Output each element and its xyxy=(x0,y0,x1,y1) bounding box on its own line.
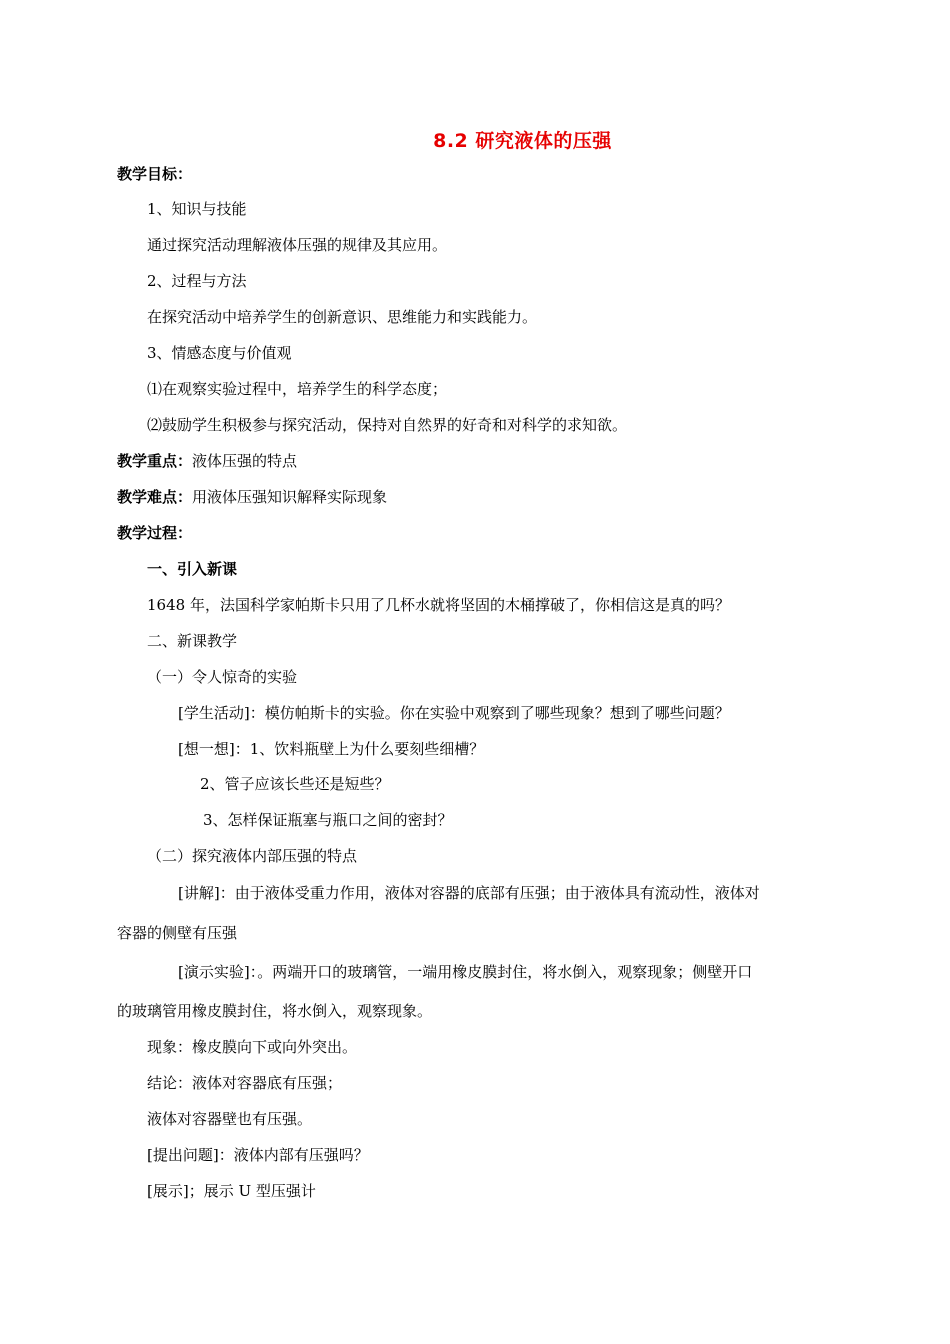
teaching-difficulty xyxy=(117,487,387,507)
objective-3-item-2: ⑵鼓励学生积极参与探究活动，保持对自然界的好奇和对科学的求知欲。 xyxy=(147,416,628,434)
part-1-title: （一）令人惊奇的实验 xyxy=(147,668,298,686)
section-1-text: 1648 年，法国科学家帕斯卡只用了几杯水就将坚固的木桶撑破了，你相信这是真的吗？ xyxy=(147,596,730,614)
show-u-gauge: [展示]；展示 U 型压强计 xyxy=(147,1182,316,1200)
objective-3-item-1: ⑴在观察实验过程中，培养学生的科学态度； xyxy=(147,380,448,398)
section-1-title: 一、引入新课 xyxy=(147,560,238,578)
explanation-line-2: 容器的侧壁有压强 xyxy=(117,924,238,942)
raise-question: [提出问题]：液体内部有压强吗？ xyxy=(147,1146,369,1164)
objective-1-text: 通过探究活动理解液体压强的规律及其应用。 xyxy=(147,236,448,254)
conclusion-1: 结论：液体对容器底有压强； xyxy=(147,1074,343,1092)
phenomenon: 现象：橡皮膜向下或向外突出。 xyxy=(147,1038,358,1056)
page-title: 8.2 研究液体的压强 xyxy=(433,130,612,152)
objective-2-title: 2、过程与方法 xyxy=(147,272,247,290)
think-question-1: [想一想]：1、饮料瓶壁上为什么要刻些细槽？ xyxy=(178,740,485,758)
conclusion-2: 液体对容器壁也有压强。 xyxy=(147,1110,313,1128)
objectives-heading: 教学目标： xyxy=(117,165,193,183)
student-activity: [学生活动]：模仿帕斯卡的实验。你在实验中观察到了哪些现象？想到了哪些问题？ xyxy=(178,704,730,722)
think-question-3: 3、怎样保证瓶塞与瓶口之间的密封？ xyxy=(203,811,453,829)
teaching-focus xyxy=(117,451,297,471)
demo-line-1: [演示实验]：。两端开口的玻璃管，一端用橡皮膜封住，将水倒入，观察现象；侧壁开口 xyxy=(178,963,753,981)
teaching-difficulty-label: 教学难点： xyxy=(117,488,193,506)
section-2-title: 二、新课教学 xyxy=(147,632,238,650)
objective-3-title: 3、情感态度与价值观 xyxy=(147,344,292,362)
process-heading: 教学过程： xyxy=(117,524,193,542)
think-question-2: 2、管子应该长些还是短些？ xyxy=(200,775,390,793)
teaching-difficulty-text: 用液体压强知识解释实际现象 xyxy=(192,488,388,506)
demo-line-2: 的玻璃管用橡皮膜封住，将水倒入，观察现象。 xyxy=(117,1002,433,1020)
teaching-focus-label: 教学重点： xyxy=(117,452,193,470)
explanation-line-1: [讲解]：由于液体受重力作用，液体对容器的底部有压强；由于液体具有流动性，液体对 xyxy=(178,884,760,902)
teaching-focus-text: 液体压强的特点 xyxy=(192,452,298,470)
part-2-title: （二）探究液体内部压强的特点 xyxy=(147,847,358,865)
objective-2-text: 在探究活动中培养学生的创新意识、思维能力和实践能力。 xyxy=(147,308,538,326)
objective-1-title: 1、知识与技能 xyxy=(147,200,247,218)
